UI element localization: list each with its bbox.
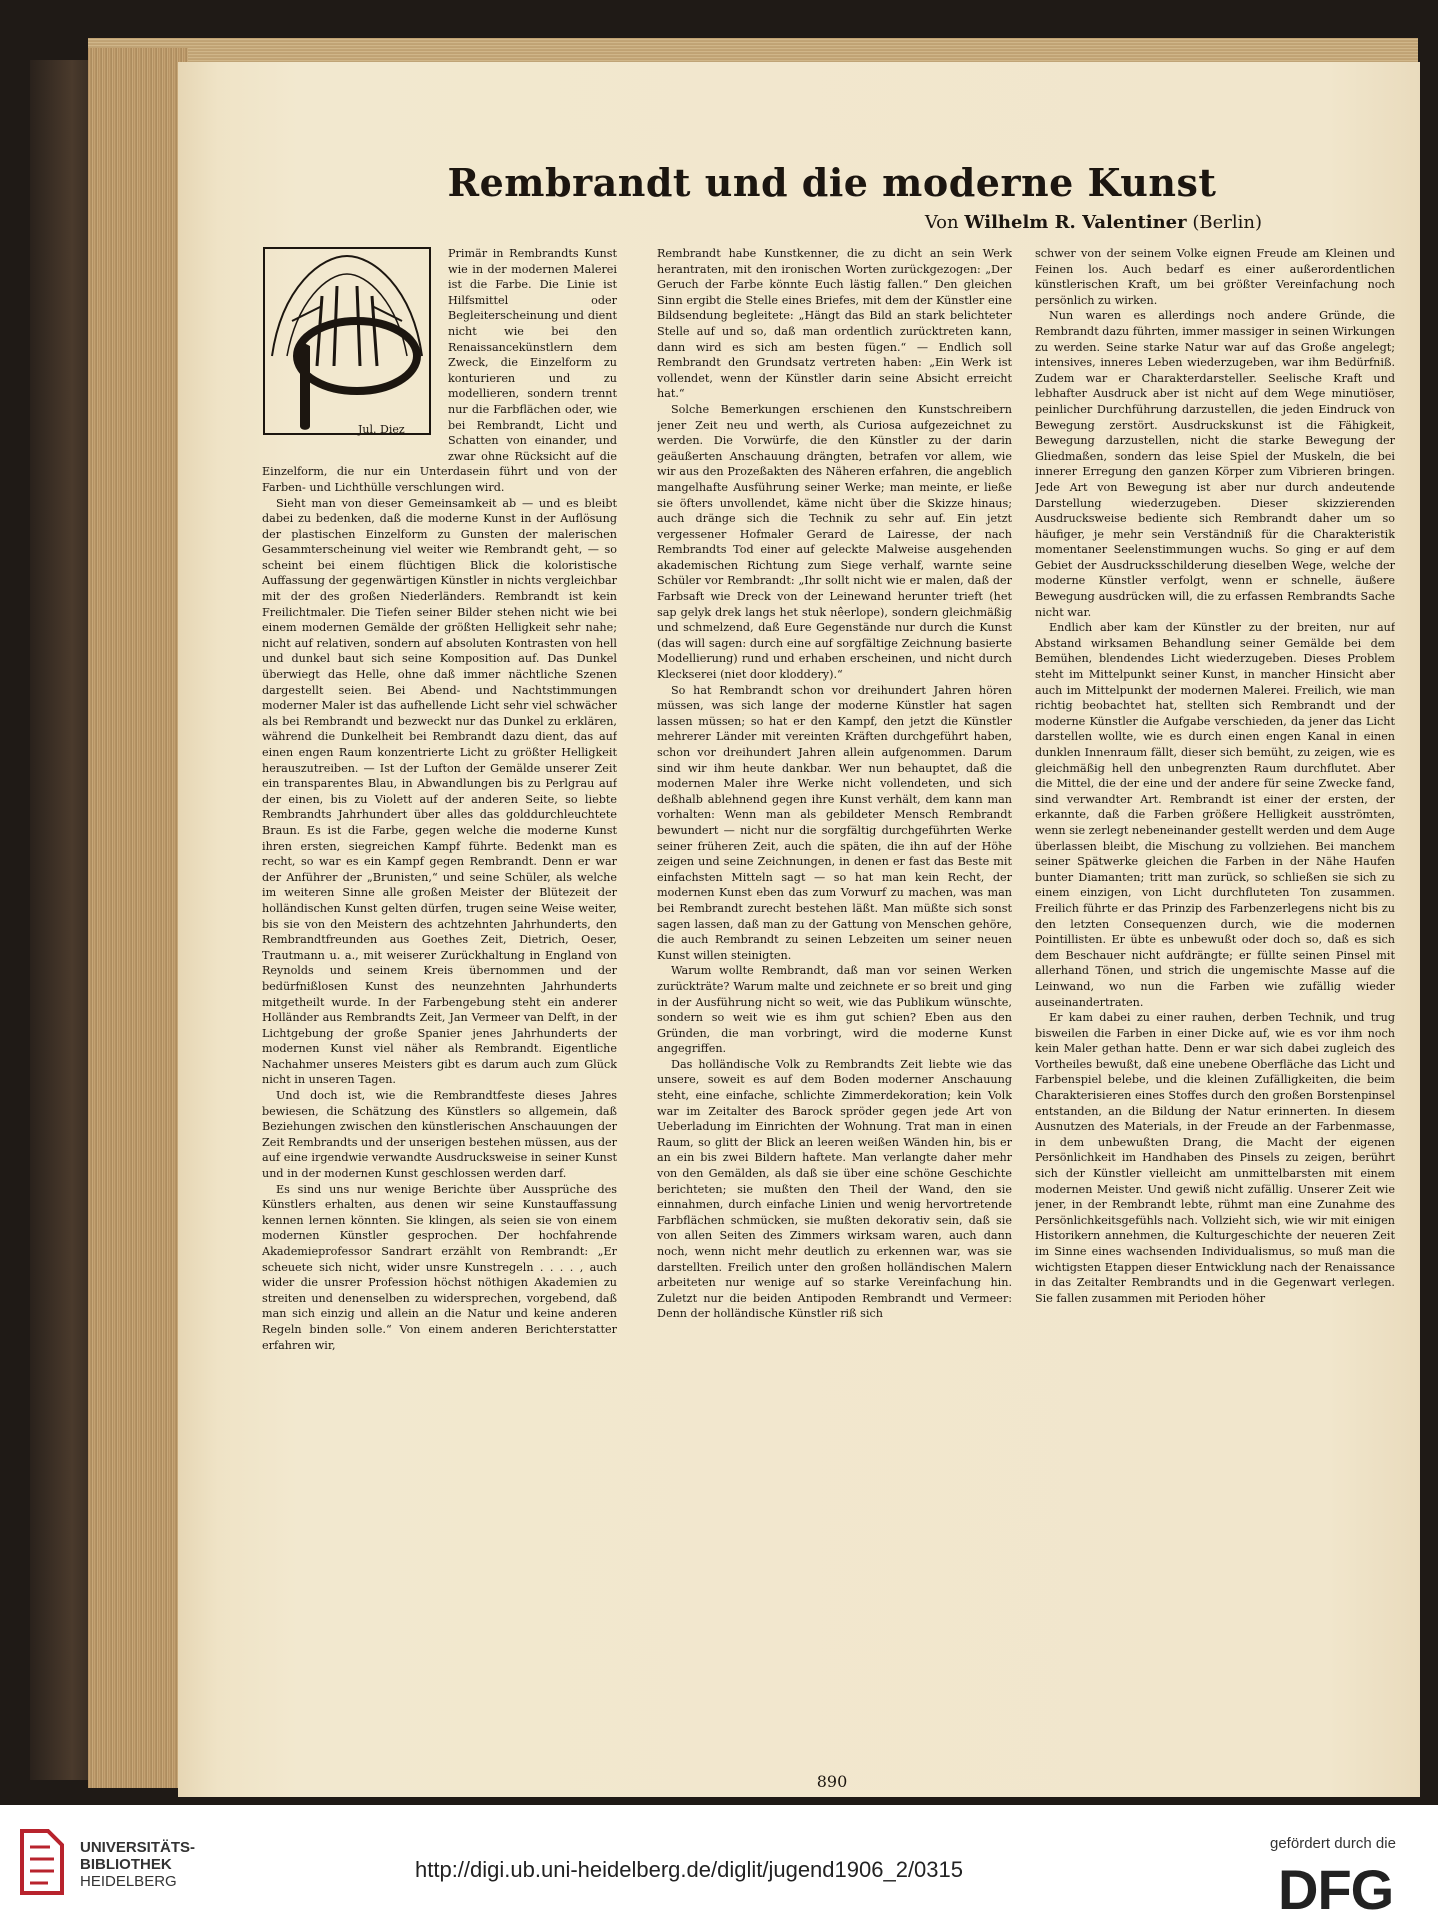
text-column-1 — [262, 246, 617, 1756]
paragraph: Es sind uns nur wenige Berichte über Aussprüche des Künstlers erhalten, aus denen wir seine Kunstauffassung kennen lernen könnten. Sie klingen, als seien sie von einem modernen Künstler gesprochen. Der hochfahrende Akademieprofessor Sandrart erzählt von Rembrandt: „Er scheuete sich nicht, wider unsre Kunstregeln . . . . , auch wider die unsrer Profession höchst nöthigen Akademien zu streiten und denenselben zu widersprechen, vorgebend, daß man sich einzig und allein an die Natur und keine anderen Regeln binden solle.“ Von einem anderen Berichterstatter erfahren wir, — [262, 1182, 617, 1352]
paragraph: schwer von der seinem Volke eignen Freude am Kleinen und Feinen los. Auch bedarf es einer außerordentlichen künstlerischen Kraft, um bei größter Vereinfachung noch persönlich zu wirken. — [1035, 247, 1395, 307]
page-number: 890 — [816, 1772, 848, 1791]
byline-prefix: Von — [924, 212, 959, 233]
paragraph: Warum wollte Rembrandt, daß man vor seinen Werken zurückträte? Warum malte und zeichnete er so breit und ging in der Ausführung nicht so weit, wie das Publikum wünschte, sondern so weit wie es ihm gut schien? Eben aus den Gründen, die man vorbringt, wird die moderne Kunst angegriffen. — [657, 964, 1012, 1056]
permalink-url[interactable]: http://digi.ub.uni-heidelberg.de/diglit/jugend1906_2/0315 — [415, 1857, 963, 1882]
paragraph: Und doch ist, wie die Rembrandtfeste dieses Jahres bewiesen, die Schätzung des Künstlers so allgemein, daß Beziehungen zwischen den künstlerischen Anschauungen der Zeit Rembrandts und der unserigen bestehen müssen, aus der auf eine irgendwie verwandte Ausdrucksweise in seiner Kunst und in der modernen Kunst geschlossen werden darf. — [262, 1089, 617, 1181]
byline-location: (Berlin) — [1192, 212, 1262, 233]
institution-line-1: UNIVERSITÄTS- — [80, 1839, 196, 1856]
book-cover-edge — [30, 60, 90, 1780]
text-column-2 — [657, 246, 1012, 1756]
initial-illustration — [262, 246, 440, 446]
paragraph: So hat Rembrandt schon vor dreihundert Jahren hören müssen, was sich lange der moderne Künstler hat sagen lassen müssen; so hat er den Kampf, den jetzt die Künstler mehrerer Länder mit vereinten Kräften durchgeführt haben, schon vor dreihundert Jahren allein aufgenommen. Darum sind wir ihm heute dankbar. Wer nun behauptet, daß die modernen Maler ihre Werke nicht vollendeten, und sich deßhalb ablehnend gegen ihre Kunst verhält, dem kann man vorhalten: Wenn man als gebildeter Mensch Rembrandt bewundert — nicht nur die sorgfältig durchgeführten Werke seiner früheren Zeit, auch die späten, die ihn auf der Höhe zeigen und seine Zeichnungen, in denen er fast das Beste mit einfachsten Mitteln sagt — so hat man kein Recht, der modernen Kunst eben das zum Vorwurf zu machen, was man bei Rembrandt zurecht bestehen läßt. Man müßte sich sonst sagen lassen, daß man zu der Gattung von Menschen gehöre, die auch Rembrandt zu seinen Lebzeiten um seiner neuen Kunst willen steinigten. — [657, 683, 1012, 962]
ornament-drawing — [262, 246, 432, 436]
viewer-footer — [0, 1805, 1438, 1919]
paragraph: Endlich aber kam der Künstler zu der breiten, nur auf Abstand wirksamen Behandlung seiner Gemälde bei dem Bemühen, blendendes Licht wiederzugeben. Dieses Problem steht im Mittelpunkt seiner Kunst, in mancher Hinsicht aber auch im Mittelpunkt der modernen Malerei. Freilich, wie man richtig beobachtet hat, stellten sich Rembrandt und der moderne Künstler die Aufgabe verschieden, da jener das Licht darstellen wollte, wie es durch einen engen Kanal in einen dunklen Innenraum fällt, dieser sich bemüht, zu zeigen, wie es gleichmäßig hell den unbegrenzten Raum durchflutet. Aber die Mittel, die der eine und der andere für seine Zwecke fand, sind verwandter Art. Rembrandt ist einer der ersten, der erkannte, daß die Farben größere Helligkeit ausströmten, wenn sie zerlegt nebeneinander gestellt werden und dem Auge überlassen bleibt, die Mischung zu vollziehen. Bei manchem seiner Spätwerke gleichen die Farben in der Nähe Haufen bunter Diamanten; tritt man zurück, so schließen sie sich zu einem einzigen, von Licht durchfluteten Ton zusammen. Freilich führte er das Prinzip des Farbenzerlegens nicht bis zu den letzten Consequenzen durch, wie die modernen Pointillisten. Er übte es unbewußt oder doch so, daß es sich dem Beschauer nicht aufdrängte; er füllte seinen Pinsel mit allerhand Tönen, und strich die ungemischte Masse auf die Leinwand, wo nun die Farben wie zufällig wieder auseinandertraten. — [1035, 621, 1395, 1009]
institution-line-2: BIBLIOTHEK — [80, 1856, 172, 1873]
paragraph: Rembrandt habe Kunstkenner, die zu dicht an sein Werk herantraten, mit den ironischen Worten zurückgezogen: „Der Geruch der Farbe könnte Euch lästig fallen.“ Den gleichen Sinn ergibt die Stelle eines Briefes, mit dem der Künstler eine Bildsendung begleitete: „Hängt das Bild an stark belichteter Stelle auf und so, daß man ordentlich zurücktreten kann, dann wird es sich am besten fügen.“ — Endlich soll Rembrandt den Grundsatz vertreten haben: „Ein Werk ist vollendet, wenn der Künstler darin seine Absicht erreicht hat.“ — [657, 247, 1012, 401]
funded-by-label: gefördert durch die — [1270, 1835, 1396, 1852]
paragraph: Er kam dabei zu einer rauhen, derben Technik, und trug bisweilen die Farben in einer Dicke auf, wie es vor ihm noch kein Maler gethan hatte. Denn er war sich dabei zugleich des Vortheiles bewußt, daß eine unebene Oberfläche das Licht und Farbenspiel belebe, und die kleinen Zufälligkeiten, die beim Charakterisieren eines Stoffes durch den großen Borstenpinsel entstanden, an die Bildung der Natur erinnerten. In diesem Ausnutzen des Materials, in der Freude an der Farbenmasse, in dem unbewußten Drang, die Macht der eigenen Persönlichkeit im Handhaben des Pinsels zu zeigen, berührt sich der Künstler vielleicht am unmittelbarsten mit einem modernen Meister. Und gewiß nicht zufällig. Unserer Zeit wie jener, in der Rembrandt lebte, rühmt man eine Zunahme des Persönlichkeitsgefühls nach. Vollzieht sich, wie wir mit einigen Historikern annehmen, die Kulturgeschichte der neueren Zeit im Sinne eines wachsenden Individualismus, so muß man die wichtigsten Etappen dieser Entwicklung nach der Renaissance in das Zeitalter Rembrandts und in die Gegenwart verlegen. Sie fallen zusammen mit Perioden höher — [1035, 1011, 1395, 1305]
university-logo-icon[interactable] — [18, 1827, 66, 1897]
text-column-3 — [1035, 246, 1395, 1756]
article-title: Rembrandt und die moderne Kunst — [447, 160, 1217, 205]
institution-line-3: HEIDELBERG — [80, 1873, 177, 1890]
university-name[interactable] — [80, 1839, 195, 1890]
page-stack-side — [88, 48, 188, 1788]
paragraph: Nun waren es allerdings noch andere Gründe, die Rembrandt dazu führten, immer massiger in seinen Wirkungen zu werden. Seine starke Natur war auf das Große angelegt; intensives, inneres Leben wiederzugeben, war ihm Bedürfniß. Zudem war er Charakterdarsteller. Seelische Kraft und lebhafter Ausdruck aber ist nicht auf dem Wege minutiöser, peinlicher Durchführung darzustellen, die jeden Eindruck von Bewegung zerstört. Ausdruckskunst ist die Fähigkeit, Bewegung darzustellen, nicht die starke Bewegung der Gliedmaßen, sondern das leise Spiel der Muskeln, die bei innerer Erregung den ganzen Körper zum Vibrieren bringen. Jede Art von Bewegung ist aber nur durch andeutende Darstellung wiederzugeben. Dieser skizzierenden Ausdrucksweise bediente sich Rembrandt daher um so häufiger, je mehr sein Verständniß für die Charakteristik momentaner Seelenstimmungen wuchs. So ging er auf dem Gebiet der Ausdrucksschilderung dieselben Wege, welche der moderne Künstler verfolgt, wenn er schnelle, äußere Bewegung ausdrücken will, die zu erfassen Rembrandts Sache nicht war. — [1035, 309, 1395, 619]
paragraph: Sieht man von dieser Gemeinsamkeit ab — und es bleibt dabei zu bedenken, daß die moderne Kunst in der Auflösung der plastischen Einzelform zu Gunsten der malerischen Gesammterscheinung viel weiter wie Rembrandt geht, — so scheint bei einem flüchtigen Blick die koloristische Auffassung der gegenwärtigen Künstler in nichts vergleichbar mit der des großen Niederländers. Rembrandt ist kein Freilichtmaler. Die Tiefen seiner Bilder stehen nicht wie bei einem modernen Gemälde der größten Helligkeit sehr nahe; nicht auf relativen, sondern auf absoluten Kontrasten von hell und dunkel baut sich seine Komposition auf. Das Dunkel überwiegt das Helle, ohne daß immer nächtliche Szenen dargestellt seien. Bei Abend- und Nachtstimmungen moderner Maler ist das aufhellende Licht sehr viel schwächer als bei Rembrandt und bezweckt nur das Dunkel zu erklären, während die Dunkelheit bei Rembrandt dazu dient, das auf einen engen Raum konzentrierte Licht zu größter Helligkeit herauszutreiben. — Ist der Lufton der Gemälde unserer Zeit ein transparentes Blau, in Abwandlungen bis zu Perlgrau auf der einen, bis zu Violett auf der anderen Seite, so liebte Rembrandts Jahrhundert über alles das golddurchleuchtete Braun. Es ist die Farbe, gegen welche die moderne Kunst ihren ersten, siegreichen Kampf führte. Bedenkt man es recht, so war es ein Kampf gegen Rembrandt. Denn er war der Anführer der „Brunisten,“ und seine Schüler, als welche im weiteren Sinne alle großen Meister der Blütezeit der holländischen Kunst gelten dürfen, trugen seine Weise weiter, bis sie von den Meistern des achtzehnten Jahrhunderts, den Rembrandtfreunden aus Goethes Zeit, Dietrich, Oeser, Trautmann u. a., mit weiserer Zurückhaltung in England von Reynolds und seinem Kreis übernommen und der bedürfnißlosen Kunst des neunzehnten Jahrhunderts mitgetheilt wurde. In der Farbengebung steht ein anderer Holländer aus Rembrandts Zeit, Jan Vermeer van Delft, in der Lichtgebung der große Spanier jenes Jahrhunderts der modernen Kunst viel näher als Rembrandt. Eigentliche Nachahmer unseres Meisters gibt es darum auch zum Glück nicht in unseren Tagen. — [262, 496, 617, 1087]
paragraph: Das holländische Volk zu Rembrandts Zeit liebte wie das unsere, soweit es auf dem Boden moderner Anschauung steht, eine einfache, schlichte Zimmerdekoration; kein Volk war im Zeitalter des Barock spröder gegen jede Art von Ueberladung im Einrichten der Wohnung. Trat man in einen Raum, so glitt der Blick an leeren weißen Wänden hin, bis er an ein bis zwei Bildern haftete. Man verlangte daher mehr von den Gemälden, als daß sie über eine schöne Geschichte berichteten; sie mußten den Theil der Wand, den sie einnahmen, durch einfache Linien und wenig hervortretende Farbflächen schmücken, sie mußten dekorativ sein, daß sie von allen Seiten des Zimmers wirksam waren, auch dann noch, wenn nicht mehr deutlich zu erkennen war, was sie darstellten. Freilich unter den großen holländischen Malern arbeiteten nur wenige auf so starke Vereinfachung hin. Zuletzt nur die beiden Antipoden Rembrandt und Vermeer: Denn der holländische Künstler riß sich — [657, 1057, 1012, 1321]
dfg-logo[interactable]: DFG — [1278, 1858, 1394, 1921]
author-name: Wilhelm R. Valentiner — [964, 212, 1187, 233]
paragraph: Solche Bemerkungen erschienen den Kunstschreibern jener Zeit neu und werth, als Curiosa aufgezeichnet zu werden. Die Vorwürfe, die den Künstler zu der darin geäußerten Anschauung drängten, betrafen vor allem, wie wir aus den Prozeßakten des Näheren erfahren, die angeblich mangelhafte Ausführung seiner Werke; man meinte, er ließe sie öfters unvollendet, käme nicht über die Skizze hinaus; auch dränge sich die Technik zu sehr auf. Ein jetzt vergessener Hofmaler Gerard de Lairesse, der nach Rembrandts Tod einer auf geleckte Malweise ausgehenden akademischen Richtung zum Siege verhalf, warnte seine Schüler vor Rembrandt: „Ihr sollt nicht wie er malen, daß der Farbsaft wie Dreck von der Leinewand herunter trieft (het sap gelyk drek langs het stuk nêerlope), sondern gleichmäßig und schmelzend, daß Eure Gegenstände nur durch die Kunst (das will sagen: durch eine auf sorgfältige Zeichnung basierte Modellierung) rund und erhaben erscheinen, und nicht durch Kleckserei (niet door kloddery).“ — [657, 402, 1012, 682]
paragraph: Primär in Rembrandts Kunst wie in der modernen Malerei ist die Farbe. Die Linie ist Hilfsmittel oder Begleiterscheinung und dient nicht wie bei den Renaissancekünstlern dem Zweck, die Einzelform zu konturieren und zu modellieren, sondern trennt nur die Farbflächen oder, wie bei Rembrandt, Licht und Schatten von einander, und zwar ohne Rücksicht auf die Einzelform, die nur ein Unterdasein führt und von der Farben- und Lichthülle verschlungen wird. — [262, 247, 617, 494]
byline — [662, 212, 1262, 233]
illustrator-signature: Jul. Diez — [358, 423, 405, 437]
